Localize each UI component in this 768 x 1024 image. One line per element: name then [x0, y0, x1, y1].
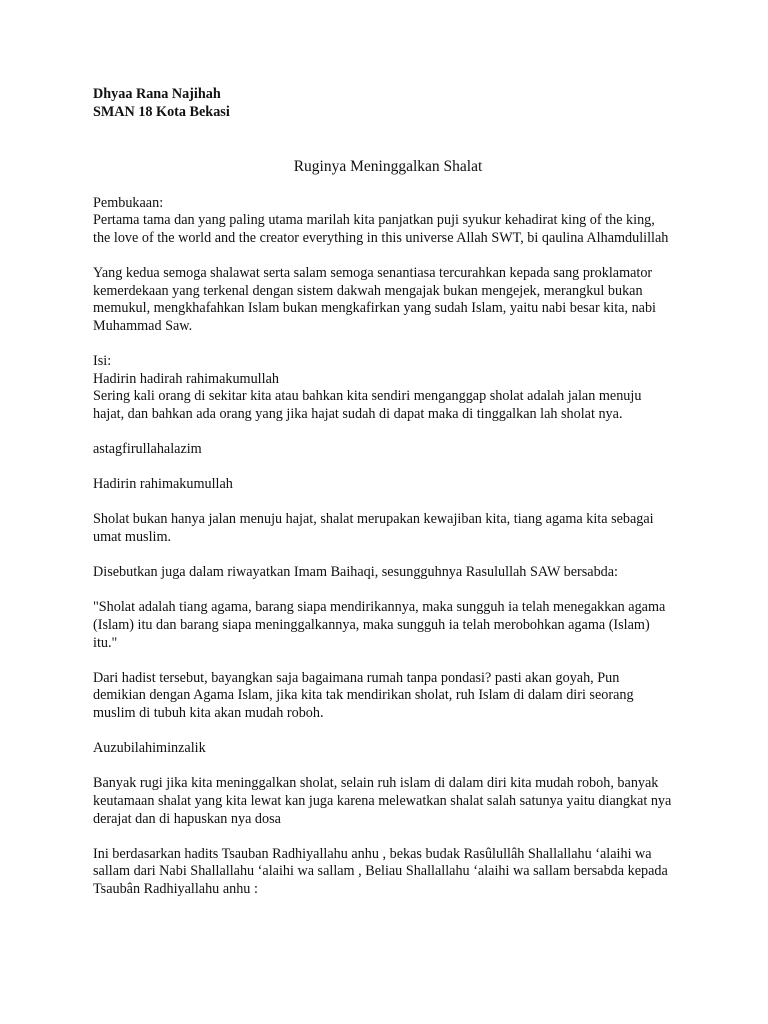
blank-line [93, 248, 683, 266]
blank-line [93, 424, 683, 442]
blank-line [93, 336, 683, 354]
text-line: umat muslim. [93, 529, 172, 546]
text-line: Auzubilahiminzalik [93, 740, 206, 757]
text-line: Pertama tama dan yang paling utama marilah kita panjatkan puji syukur kehadirat king of the king, [93, 212, 655, 229]
text-line: kemerdekaan yang terkenal dengan sistem dakwah mengajak bukan mengejek, merangkul bukan [93, 282, 643, 299]
blank-line [93, 582, 683, 600]
text-line: Hadirin hadirah rahimakumullah [93, 370, 279, 387]
text-line: Dari hadist tersebut, bayangkan saja bagaimana rumah tanpa pondasi? pasti akan goyah, Pun [93, 669, 620, 686]
blank-line [93, 723, 683, 741]
text-line: keutamaan shalat yang kita lewat kan juga karena melewatkan shalat salah satunya yaitu diangkat nya [93, 792, 672, 809]
text-line: Isi: [93, 353, 112, 370]
text-line: Disebutkan juga dalam riwayatkan Imam Baihaqi, sesungguhnya Rasulullah SAW bersabda: [93, 564, 618, 581]
text-line: sallam dari Nabi Shallallahu ‘alaihi wa sallam , Beliau Shallallahu ‘alaihi wa sallam bersabda kepada [93, 863, 668, 880]
text-line: muslim di tubuh kita akan mudah roboh. [93, 705, 324, 721]
text-line: demikian dengan Agama Islam, jika kita tak mendirikan sholat, ruh Islam di dalam diri seorang [93, 687, 634, 704]
text-line: Sholat bukan hanya jalan menuju hajat, shalat merupakan kewajiban kita, tiang agama kita sebagai [93, 511, 654, 528]
text-line: itu." [93, 634, 118, 651]
text-line: astagfirullahalazim [93, 441, 202, 458]
document-body [93, 195, 683, 899]
author-name: Dhyaa Rana Najihah [93, 86, 221, 102]
blank-line [93, 547, 683, 565]
text-line: the love of the world and the creator everything in this universe Allah SWT, bi qaulina Alhamdulillah [93, 229, 669, 246]
text-line: Muhammad Saw. [93, 317, 193, 334]
blank-line [93, 494, 683, 512]
text-line: Ini berdasarkan hadits Tsauban Radhiyallahu anhu , bekas budak Rasûlullâh Shallallahu ‘alaihi wa [93, 845, 652, 862]
text-line: hajat, dan bahkan ada orang yang jika hajat sudah di dapat maka di tinggalkan lah sholat nya. [93, 405, 623, 422]
text-line: Yang kedua semoga shalawat serta salam semoga senantiasa tercurahkan kepada sang proklamator [93, 265, 653, 282]
text-line: Sering kali orang di sekitar kita atau bahkan kita sendiri menganggap sholat adalah jalan menuju [93, 388, 642, 405]
text-line: Pembukaan: [93, 194, 164, 211]
text-line: memukul, mengkhafahkan Islam bukan mengkafirkan yang sudah Islam, yaitu nabi besar kita, nabi [93, 300, 657, 317]
text-line: "Sholat adalah tiang agama, barang siapa mendirikannya, maka sungguh ia telah menegakkan agama [93, 599, 666, 616]
blank-line [93, 652, 683, 670]
blank-line [93, 758, 683, 776]
school-name: SMAN 18 Kota Bekasi [93, 103, 230, 120]
document-title: Ruginya Meninggalkan Shalat [293, 158, 483, 176]
document-page [93, 86, 683, 899]
blank-line [93, 459, 683, 477]
text-line: derajat dan di hapuskan nya dosa [93, 810, 281, 827]
text-line: Banyak rugi jika kita meninggalkan sholat, selain ruh islam di dalam diri kita mudah roboh, banyak [93, 775, 659, 792]
text-line: (Islam) itu dan barang siapa meninggalkannya, maka sungguh ia telah merobohkan agama (Islam) [93, 617, 650, 634]
blank-line [93, 828, 683, 846]
text-line: Hadirin rahimakumullah [93, 476, 233, 493]
text-line: Tsaubân Radhiyallahu anhu : [93, 880, 258, 897]
